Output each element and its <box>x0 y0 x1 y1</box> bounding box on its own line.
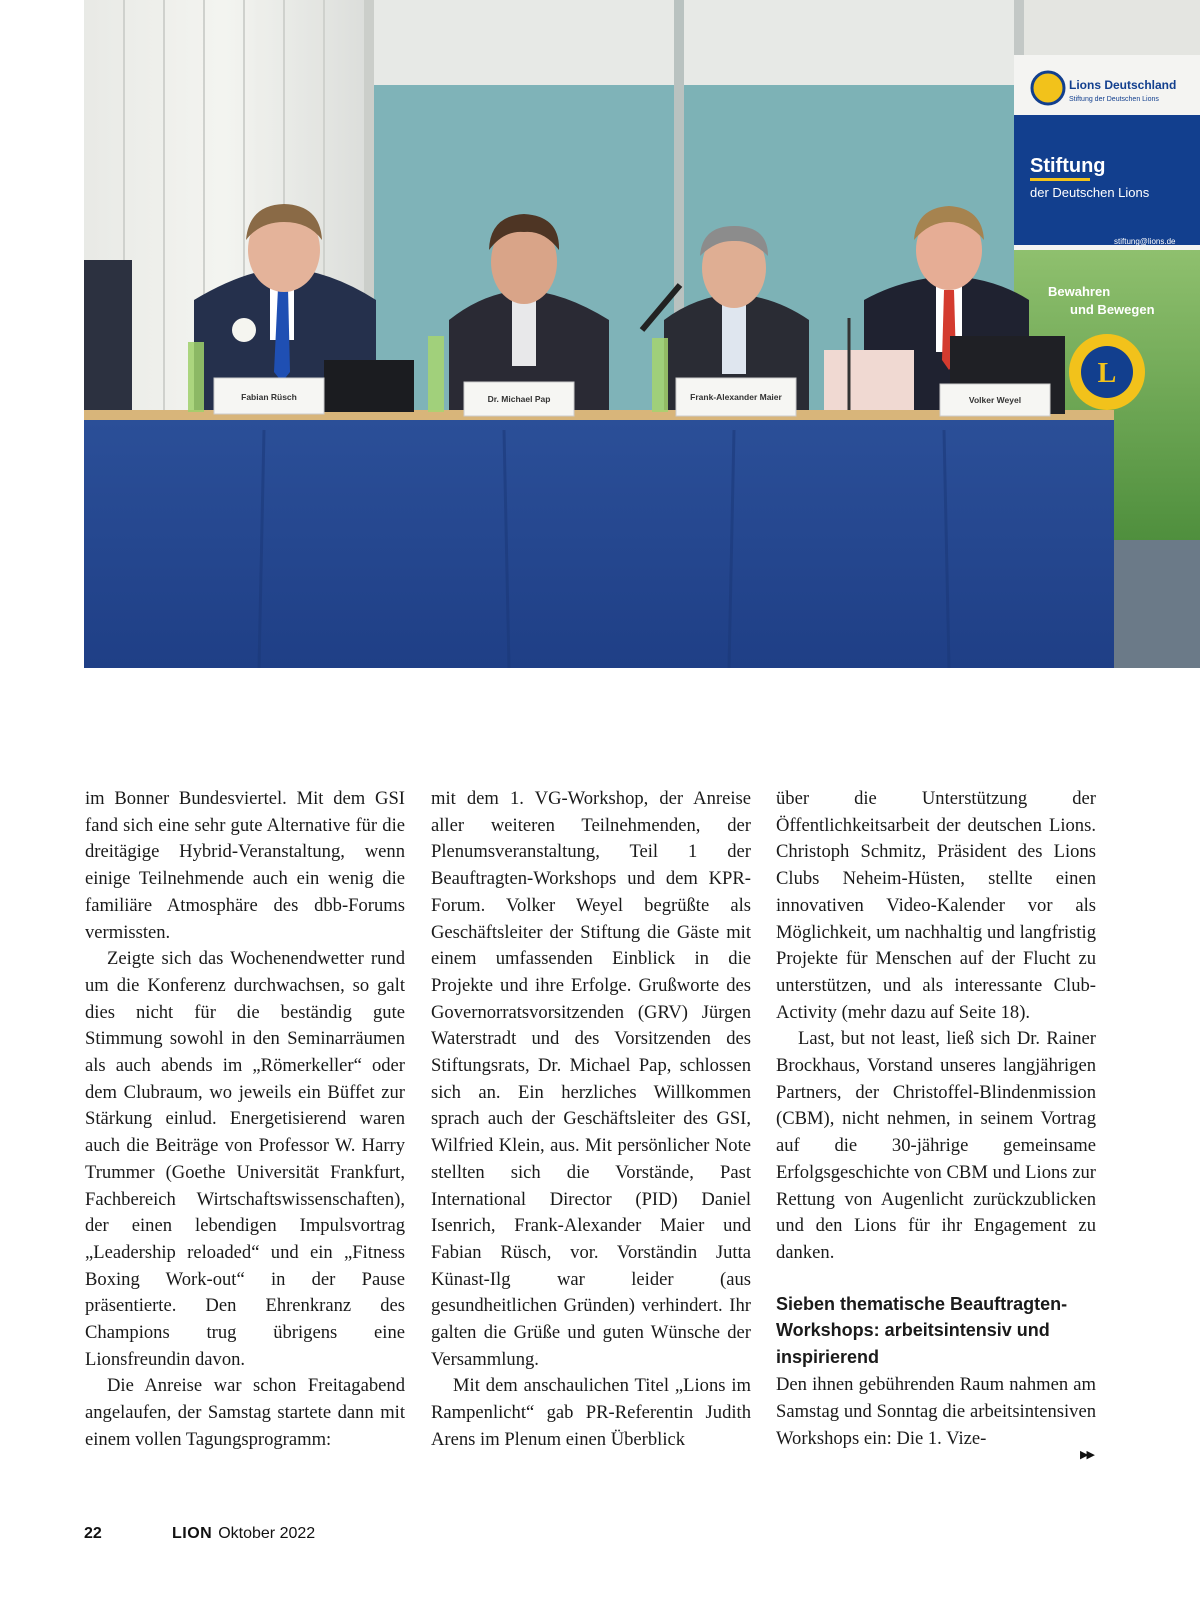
svg-text:L: L <box>1097 358 1117 389</box>
magazine-footer <box>172 1525 315 1543</box>
nameplate-1: Fabian Rüsch <box>241 392 297 402</box>
banner-heading: Stiftung <box>1030 155 1106 177</box>
banner-slogan-1: Bewahren <box>1048 284 1111 299</box>
nameplate-2: Dr. Michael Pap <box>487 394 551 404</box>
text-column-3 <box>776 786 1096 1452</box>
page-number: 22 <box>84 1525 102 1542</box>
paragraph: im Bonner Bundesviertel. Mit dem GSI fand sich eine sehr gute Alternative für die dreitägige Hybrid-Veranstaltung, wenn einige Teilnehmende auch ein wenig die familiäre Atmosphäre des dbb-Forums vermissten. <box>85 788 405 943</box>
magazine-name: LION <box>172 1525 213 1542</box>
banner-title: Lions Deutschland <box>1069 78 1177 92</box>
banner-subtitle: Stiftung der Deutschen Lions <box>1069 96 1159 103</box>
lions-logo <box>1069 334 1145 410</box>
continue-arrow-icon: ▶▶ <box>1080 1448 1093 1461</box>
section-subheading: Sieben thematische Beauftragten-Workshops: arbeitsintensiv und inspirierend <box>776 1293 1068 1367</box>
paragraph: Zeigte sich das Wochenendwetter rund um die Konferenz durchwachsen, so galt dies nicht für die beständig gute Stimmung sowohl in den Seminarräumen als auch abends im „Römerkeller“ oder dem Clubraum, wo jeweils ein Büffet zur Stärkung einlud. Energetisierend waren auch die Beiträge von Professor W. Harry Trummer (Goethe Universität Frankfurt, Fachbereich Wirtschaftswissenschaften), der einen lebendigen Impulsvortrag „Leadership reloaded“ und ein „Fitness Boxing Work-out“ in der Pause präsentierte. Den Ehrenkranz des Champions trug übrigens eine Lionsfreundin davon. <box>85 948 405 1370</box>
paragraph: über die Unterstützung der Öffentlichkeitsarbeit der deutschen Lions. Christoph Schmitz, Präsident des Lions Clubs Neheim-Hüsten, stellte einen innovativen Video-Kalender vor als Möglichkeit, um nachhaltig und langfristig Projekte für Menschen auf der Flucht zu unterstützen, und als interessante Club-Activity (mehr dazu auf Seite 18). <box>776 788 1096 1023</box>
paragraph: Die Anreise war schon Freitagabend angelaufen, der Samstag startete dann mit einem vollen Tagungsprogramm: <box>85 1375 405 1450</box>
nameplate-4: Volker Weyel <box>968 395 1022 405</box>
article-photo <box>84 0 1200 668</box>
podium-photo <box>84 0 1200 668</box>
nameplate-3: Frank-Alexander Maier <box>690 392 782 402</box>
text-column-1 <box>85 786 405 1454</box>
banner-slogan-2: und Bewegen <box>1070 302 1155 317</box>
banner-url: stiftung@lions.de <box>1114 237 1176 246</box>
paragraph: Mit dem anschaulichen Titel „Lions im Rampenlicht“ gab PR-Referentin Judith Arens im Plenum einen Überblick <box>431 1375 751 1450</box>
text-column-2 <box>431 786 751 1454</box>
paragraph: Den ihnen gebührenden Raum nahmen am Samstag und Sonntag die arbeitsintensiven Workshops ein: Die 1. Vize- <box>776 1374 1096 1449</box>
banner-heading-sub: der Deutschen Lions <box>1030 185 1150 200</box>
issue-date: Oktober 2022 <box>218 1525 316 1542</box>
paragraph: Last, but not least, ließ sich Dr. Rainer Brockhaus, Vorstand unseres langjährigen Partners, der Christoffel-Blindenmission (CBM), nicht nehmen, in seinem Vortrag auf die 30-jährige gemeinsame Erfolgsgeschichte von CBM und Lions zur Rettung von Augenlicht zurückzublicken und den Lions für ihr Engagement zu danken. <box>776 1028 1096 1263</box>
paragraph: mit dem 1. VG-Workshop, der Anreise aller weiteren Teilnehmenden, der Plenumsveranstaltung, Teil 1 der Beauftragten-Workshops und dem KPR-Forum. Volker Weyel begrüßte als Geschäftsleiter der Stiftung die Gäste mit einem umfassenden Einblick in die Projekte und ihre Erfolge. Grußworte des Governorratsvorsitzenden (GRV) Jürgen Waterstradt und des Vorsitzenden des Stiftungsrats, Dr. Michael Pap, schlossen sich an. Ein herzliches Willkommen sprach auch der Geschäftsleiter des GSI, Wilfried Klein, aus. Mit persönlicher Note stellten sich die Vorstände, Past International Director (PID) Daniel Isenrich, Frank-Alexander Maier und Fabian Rüsch, vor. Vorständin Jutta Künast-Ilg war leider (aus gesundheitlichen Gründen) verhindert. Ihr galten die Grüße und guten Wünsche der Versammlung. <box>431 788 751 1370</box>
